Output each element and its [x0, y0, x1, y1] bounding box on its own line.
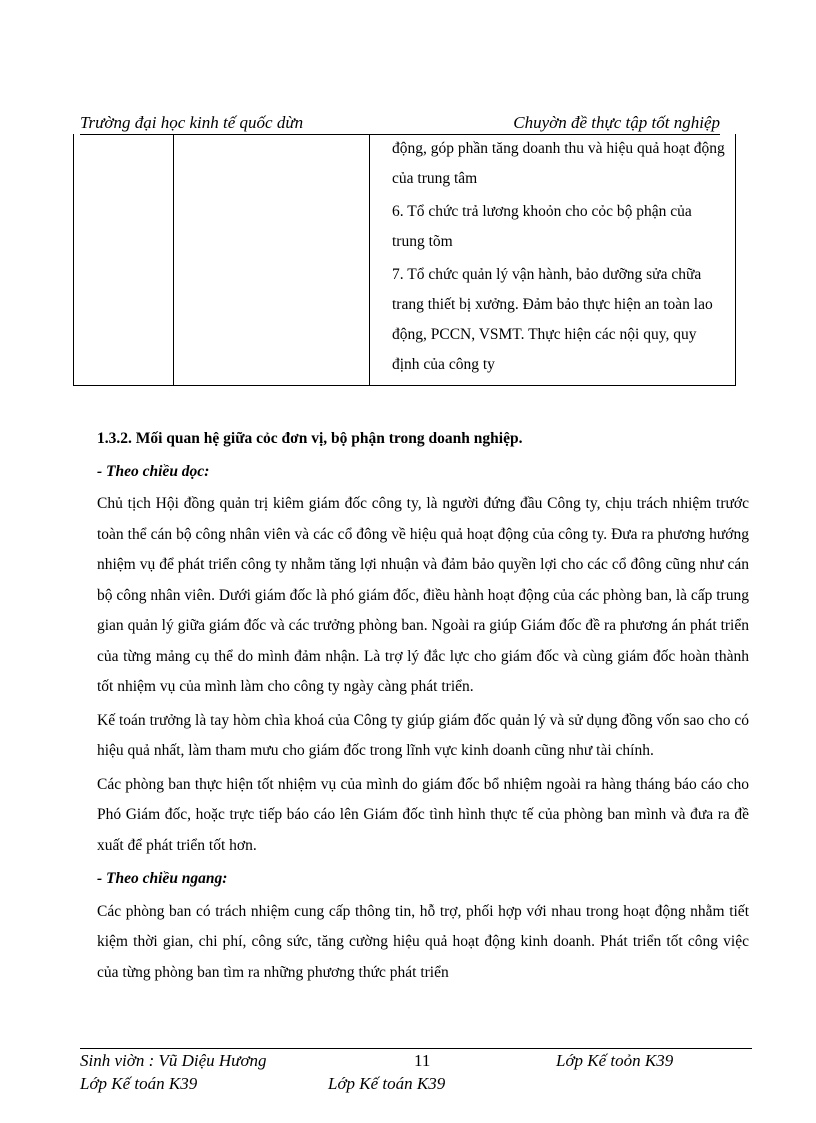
footer-class: Lớp Kế toán K39 — [328, 1074, 446, 1093]
section-heading: 1.3.2. Mối quan hệ giữa cỏc đơn vị, bộ phận trong doanh nghiệp. — [97, 430, 523, 447]
paragraph: Chủ tịch Hội đồng quản trị kiêm giám đốc công ty, là người đứng đầu Công ty, chịu trách nhiệm trước toàn thể cán bộ công nhân viên và các cổ đông về hiệu quả hoạt động của công ty. Đưa ra phương hướng nhiệm vụ để phát triển công ty nhằm tăng lợi nhuận và đảm bảo quyền lợi cho các cổ đông cũng như cán bộ công nhân viên. Dưới giám đốc là phó giám đốc, điều hành hoạt động của các phòng ban, là cấp trung gian quản lý giữa giám đốc và các trưởng phòng ban. Ngoài ra giúp Giám đốc đề ra phương án phát triển của từng mảng cụ thể do mình đảm nhận. Là trợ lý đắc lực cho giám đốc và cùng giám đốc hoàn thành tốt nhiệm vụ của mình làm cho công ty ngày càng phát triển. — [97, 495, 749, 695]
page-footer — [80, 1048, 752, 1095]
paragraph: Kế toán trưởng là tay hòm chìa khoá của Công ty giúp giám đốc quản lý và sử dụng đồng vốn sao cho có hiệu quả nhất, làm tham mưu cho giám đốc trong lĩnh vực kinh doanh cũng như tài chính. — [97, 711, 749, 759]
table-cell-text: động, góp phần tăng doanh thu và hiệu quả hoạt động của trung tâm — [392, 140, 725, 187]
table-column-divider — [173, 134, 174, 385]
subheading-vertical: - Theo chiều dọc: — [97, 462, 210, 480]
table-cell-text: 7. Tổ chức quản lý vận hành, bảo dưỡng sửa chữa trang thiết bị xưởng. Đảm bảo thực hiện an toàn lao động, PCCN, VSMT. Thực hiện các nội quy, quy định của công ty — [392, 266, 713, 373]
table-cell-duties — [392, 134, 727, 383]
header-school: Trường đại học kinh tế quốc dừn — [80, 113, 304, 132]
subheading-horizontal: - Theo chiều ngang: — [97, 870, 228, 887]
header-report-title: Chuyờn đề thực tập tốt nghiệp — [513, 113, 720, 132]
table-fragment — [73, 134, 736, 386]
page-header — [80, 113, 720, 135]
page-number: 11 — [414, 1051, 431, 1070]
footer-class: Lớp Kế toỏn K39 — [556, 1051, 674, 1070]
paragraph: Các phòng ban có trách nhiệm cung cấp thông tin, hỗ trợ, phối hợp với nhau trong hoạt động nhằm tiết kiệm thời gian, chi phí, công sức, tăng cường hiệu quả hoạt động kinh doanh. Phát triển tốt công việc của từng phòng ban tìm ra những phương thức phát triển — [97, 902, 749, 981]
document-body — [97, 424, 749, 991]
paragraph: Các phòng ban thực hiện tốt nhiệm vụ của mình do giám đốc bổ nhiệm ngoài ra hàng tháng báo cáo cho Phó Giám đốc, hoặc trực tiếp báo cáo lên Giám đốc tình hình thực tế của phòng ban mình và đưa ra đề xuất để phát triển tốt hơn. — [97, 775, 749, 854]
footer-student-name: Sinh viờn : Vũ Diệu Hương — [80, 1051, 267, 1070]
table-cell-text: 6. Tổ chức trả lương khoỏn cho cỏc bộ phận của trung tõm — [392, 203, 692, 250]
table-column-divider — [369, 134, 370, 385]
footer-class: Lớp Kế toán K39 — [80, 1074, 198, 1093]
